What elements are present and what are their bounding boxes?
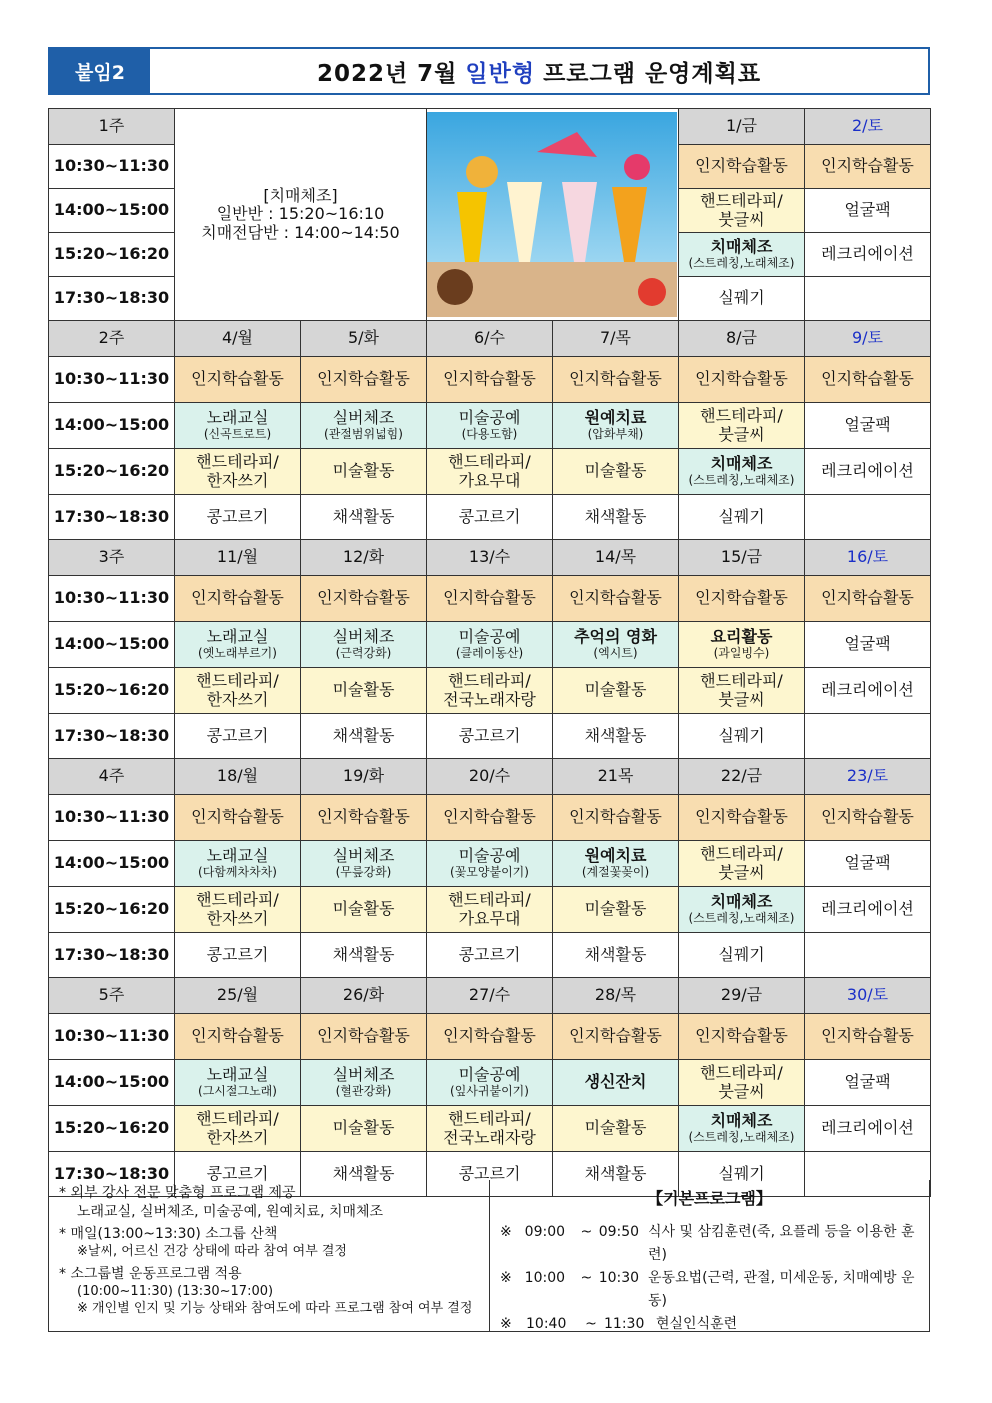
cell-subtext: (계절꽃꽂이) [581,864,650,879]
cell-text: 핸드테라피/ [196,890,279,910]
cell-text: 핸드테라피/ [196,452,279,472]
schedule-cell [175,841,301,887]
schedule-cell [805,495,931,540]
attachment-tag: 붙임2 [50,49,150,93]
cell-subtext: (다용도함) [461,426,518,441]
week-label: 2주 [49,321,175,357]
day-header: 25/월 [175,978,301,1014]
cell-subtext: 붓글씨 [718,1081,765,1101]
cell-text: 노래교실 [206,1065,269,1085]
cell-subtext: (스트레칭,노래체조) [688,472,795,487]
schedule-cell [679,622,805,668]
basic-program-mark: ※ [500,1316,512,1333]
basic-program-sep: ~ [580,1224,593,1240]
time-slot: 10:30~11:30 [49,1014,175,1060]
time-slot: 17:30~18:30 [49,277,175,321]
basic-program-row [500,1313,919,1336]
cell-text: 실버체조 [332,846,395,866]
time-slot: 10:30~11:30 [49,576,175,622]
note-walk-detail: ※날씨, 어르신 건강 상태에 따라 참여 여부 결정 [77,1243,347,1259]
week-label: 3주 [49,540,175,576]
cell-subtext: 가요무대 [458,908,521,928]
schedule-cell [805,668,931,714]
day-header: 22/금 [679,759,805,795]
day-header: 26/화 [301,978,427,1014]
schedule-cell: 인지학습활동 [553,1014,679,1060]
basic-program-mark: ※ [500,1270,512,1287]
schedule-cell [175,668,301,714]
schedule-cell [805,277,931,321]
cell-text: 핸드테라피/ [448,671,531,691]
time-slot: 15:20~16:20 [49,668,175,714]
cell-text: 생신잔치 [584,1072,647,1092]
schedule-cell: 얼굴팩 [805,189,931,233]
cell-subtext: (관절범위넓힘) [324,426,403,441]
time-slot: 14:00~15:00 [49,403,175,449]
cell-subtext: (잎사귀붙이기) [450,1083,529,1098]
notes-left [49,1180,490,1331]
cell-text: 실버체조 [332,627,395,647]
basic-program-sep: ~ [585,1316,597,1333]
cell-text: 레크리에이션 [821,680,914,700]
day-header: 9/토 [805,321,931,357]
schedule-cell: 인지학습활동 [301,576,427,622]
schedule-cell [553,1060,679,1106]
schedule-cell [553,668,679,714]
basic-program-title: 【기본프로그램】 [647,1189,772,1208]
schedule-table [48,108,931,1197]
time-slot: 15:20~16:20 [49,233,175,277]
schedule-cell [175,449,301,495]
schedule-cell: 인지학습활동 [175,1014,301,1060]
schedule-cell [175,1060,301,1106]
time-slot: 17:30~18:30 [49,1152,175,1197]
schedule-cell [679,145,805,189]
info-line: [치매체조] [263,185,338,205]
cell-text: 핸드테라피/ [196,1109,279,1129]
schedule-cell: 콩고르기 [427,1152,553,1197]
info-line: 치매전담반 : 14:00~14:50 [201,222,400,242]
cell-subtext: (그시절그노래) [198,1083,277,1098]
schedule-cell: 인지학습활동 [805,357,931,403]
schedule-cell [679,277,805,321]
schedule-cell [427,887,553,933]
cell-subtext: (엑시트) [593,645,638,660]
basic-program-desc: 현실인식훈련 [656,1316,738,1333]
basic-program-row [500,1267,919,1313]
basic-program-desc: 운동요법(근력, 관절, 미세운동, 치매예방 운동) [648,1270,915,1310]
day-header: 6/수 [427,321,553,357]
cell-subtext: (스트레칭,노래체조) [688,255,795,270]
day-header: 29/금 [679,978,805,1014]
schedule-cell [805,1106,931,1152]
basic-program-end: 11:30 [604,1316,645,1333]
cell-text: 치매체조 [710,237,773,257]
cell-text: 미술활동 [584,899,647,919]
day-header: 5/화 [301,321,427,357]
schedule-cell: 실꿰기 [679,933,805,978]
cell-subtext: (과일빙수) [713,645,770,660]
note-external-list: 노래교실, 실버체조, 미술공예, 원예치료, 치매체조 [77,1203,384,1220]
cell-text: 핸드테라피/ [700,671,783,691]
day-header: 2/토 [805,109,931,145]
title-suffix: 프로그램 운영계획표 [543,60,762,87]
cell-text: 미술활동 [332,680,395,700]
cell-subtext: 붓글씨 [718,424,765,444]
schedule-cell: 인지학습활동 [805,1014,931,1060]
tropical-drinks-illustration [427,112,677,317]
cell-text: 얼굴팩 [844,853,891,873]
cell-text: 핸드테라피/ [700,1063,783,1083]
day-header: 30/토 [805,978,931,1014]
cell-text: 얼굴팩 [844,634,891,654]
cell-text: 실꿰기 [718,288,765,308]
schedule-cell: 인지학습활동 [805,576,931,622]
time-slot: 15:20~16:20 [49,449,175,495]
schedule-cell [301,668,427,714]
schedule-cell: 콩고르기 [175,933,301,978]
schedule-cell: 실꿰기 [679,495,805,540]
schedule-cell [175,403,301,449]
cell-subtext: 붓글씨 [718,862,765,882]
schedule-cell: 채색활동 [301,1152,427,1197]
day-header: 11/월 [175,540,301,576]
cell-text: 노래교실 [206,846,269,866]
schedule-cell [553,403,679,449]
basic-program-mark: ※ [500,1224,512,1240]
schedule-cell: 인지학습활동 [175,795,301,841]
schedule-cell: 콩고르기 [427,933,553,978]
time-slot: 14:00~15:00 [49,841,175,887]
schedule-cell: 채색활동 [553,714,679,759]
cell-text: 미술활동 [332,899,395,919]
cell-subtext: 가요무대 [458,470,521,490]
schedule-cell [553,887,679,933]
cell-text: 핸드테라피/ [448,1109,531,1129]
cell-subtext: (압화부채) [587,426,644,441]
cell-text: 치매체조 [710,892,773,912]
schedule-cell [805,1060,931,1106]
week-label: 5주 [49,978,175,1014]
day-header: 15/금 [679,540,805,576]
time-slot: 17:30~18:30 [49,933,175,978]
schedule-cell [427,1106,553,1152]
title-highlight: 일반형 [465,60,536,87]
schedule-cell [553,622,679,668]
day-header: 13/수 [427,540,553,576]
time-slot: 15:20~16:20 [49,1106,175,1152]
time-slot: 14:00~15:00 [49,622,175,668]
schedule-cell [805,714,931,759]
schedule-cell [427,622,553,668]
cell-subtext: 한자쓰기 [206,470,269,490]
title-bar [48,47,930,95]
schedule-cell: 인지학습활동 [427,795,553,841]
cell-subtext: (혈관강화) [335,1083,392,1098]
day-header: 18/월 [175,759,301,795]
cell-subtext: (스트레칭,노래체조) [688,1129,795,1144]
basic-program-row [500,1221,919,1267]
schedule-cell [679,668,805,714]
cell-subtext: (클레이동산) [455,645,524,660]
day-header: 23/토 [805,759,931,795]
schedule-cell [301,403,427,449]
schedule-cell: 인지학습활동 [805,795,931,841]
time-slot: 17:30~18:30 [49,714,175,759]
cell-subtext: 한자쓰기 [206,908,269,928]
cell-text: 미술활동 [332,461,395,481]
cell-text: 노래교실 [206,627,269,647]
note-exercise-detail: ※ 개인별 인지 및 기능 상태와 참여도에 따라 프로그램 참여 여부 결정 [77,1300,473,1316]
notes-section [48,1180,930,1332]
schedule-cell [805,403,931,449]
schedule-cell: 콩고르기 [175,1152,301,1197]
schedule-cell [301,1106,427,1152]
cell-text: 실버체조 [332,408,395,428]
schedule-cell [427,668,553,714]
cell-text: 미술공예 [458,627,521,647]
schedule-cell [301,622,427,668]
day-header: 14/목 [553,540,679,576]
day-header: 27/수 [427,978,553,1014]
schedule-cell [301,1060,427,1106]
cell-text: 치매체조 [710,1111,773,1131]
schedule-cell: 채색활동 [301,495,427,540]
schedule-cell [301,841,427,887]
day-header: 7/목 [553,321,679,357]
cell-text: 핸드테라피/ [448,890,531,910]
schedule-cell: 인지학습활동 [427,576,553,622]
schedule-cell: 인지학습활동 [175,576,301,622]
schedule-cell [679,449,805,495]
schedule-cell: 인지학습활동 [427,1014,553,1060]
cell-subtext: 붓글씨 [718,689,765,709]
cell-text: 원예치료 [584,408,647,428]
title-prefix: 2022년 7월 [316,60,458,87]
schedule-cell [301,887,427,933]
cell-text: 치매체조 [710,454,773,474]
info-line: 일반반 : 15:20~16:10 [216,204,385,224]
cell-text: 레크리에이션 [821,899,914,919]
schedule-cell [427,1060,553,1106]
note-walk: * 매일(13:00~13:30) 소그룹 산책 [59,1226,278,1243]
schedule-cell: 인지학습활동 [301,795,427,841]
note-external: * 외부 강사 전문 맞춤형 프로그램 제공 [59,1185,296,1201]
basic-program-start: 10:00 [524,1270,566,1287]
schedule-cell: 채색활동 [553,933,679,978]
schedule-cell: 인지학습활동 [679,576,805,622]
schedule-cell [805,449,931,495]
schedule-cell: 인지학습활동 [553,795,679,841]
schedule-cell: 콩고르기 [427,714,553,759]
time-slot: 10:30~11:30 [49,795,175,841]
basic-program-sep: ~ [580,1270,593,1287]
schedule-cell: 인지학습활동 [679,357,805,403]
time-slot: 10:30~11:30 [49,145,175,189]
day-header: 20/수 [427,759,553,795]
week-label: 4주 [49,759,175,795]
schedule-cell: 실꿰기 [679,714,805,759]
schedule-cell [175,887,301,933]
time-slot: 10:30~11:30 [49,357,175,403]
schedule-cell [553,841,679,887]
cell-text: 미술활동 [584,461,647,481]
schedule-cell: 인지학습활동 [679,1014,805,1060]
schedule-cell [679,841,805,887]
cell-text: 핸드테라피/ [700,406,783,426]
cell-text: 레크리에이션 [821,461,914,481]
schedule-cell [553,1106,679,1152]
cell-text: 핸드테라피/ [448,452,531,472]
cell-subtext: (스트레칭,노래체조) [688,910,795,925]
cell-text: 핸드테라피/ 붓글씨 [700,191,783,229]
schedule-cell [805,841,931,887]
day-header: 28/목 [553,978,679,1014]
schedule-cell [427,449,553,495]
schedule-cell [805,933,931,978]
schedule-cell: 채색활동 [301,714,427,759]
schedule-cell: 채색활동 [553,1152,679,1197]
schedule-cell: 인지학습활동 [301,357,427,403]
schedule-cell: 콩고르기 [175,714,301,759]
schedule-cell [805,622,931,668]
time-slot: 14:00~15:00 [49,1060,175,1106]
cell-text: 인지학습활동 [695,156,788,176]
schedule-cell: 인지학습활동 [553,357,679,403]
week1-image [427,109,679,321]
schedule-cell [175,1106,301,1152]
cell-subtext: 한자쓰기 [206,689,269,709]
cell-subtext: 전국노래자랑 [443,689,536,709]
schedule-cell: 인지학습활동 [175,357,301,403]
schedule-cell: 인지학습활동 [553,576,679,622]
schedule-cell [175,622,301,668]
cell-text: 실버체조 [332,1065,395,1085]
schedule-cell: 콩고르기 [175,495,301,540]
schedule-cell [301,449,427,495]
schedule-cell: 실꿰기 [679,1152,805,1197]
cell-text: 미술활동 [584,680,647,700]
time-slot: 17:30~18:30 [49,495,175,540]
basic-program-end: 09:50 [598,1224,640,1240]
cell-text: 추억의 영화 [574,627,657,647]
cell-subtext: 전국노래자랑 [443,1127,536,1147]
cell-subtext: 한자쓰기 [206,1127,269,1147]
schedule-cell [427,403,553,449]
cell-text: 레크리에이션 [821,1118,914,1138]
time-slot: 15:20~16:20 [49,887,175,933]
schedule-cell: 채색활동 [553,495,679,540]
schedule-cell [679,1060,805,1106]
cell-text: 노래교실 [206,408,269,428]
day-header: 1/금 [679,109,805,145]
note-exercise: * 소그룹별 운동프로그램 적용 [59,1265,242,1282]
schedule-cell [679,887,805,933]
cell-text: 얼굴팩 [844,415,891,435]
week-label: 1주 [49,109,175,145]
cell-text: 핸드테라피/ [700,844,783,864]
day-header: 19/화 [301,759,427,795]
cell-text: 핸드테라피/ [196,671,279,691]
cell-subtext: (꽃모양붙이기) [450,864,529,879]
day-header: 16/토 [805,540,931,576]
day-header: 21목 [553,759,679,795]
cell-subtext: (옛노래부르기) [198,645,277,660]
schedule-cell: 인지학습활동 [301,1014,427,1060]
schedule-cell [553,449,679,495]
basic-program-start: 09:00 [524,1224,566,1240]
schedule-cell: 채색활동 [301,933,427,978]
day-header: 12/화 [301,540,427,576]
cell-subtext: (무릎강화) [335,864,392,879]
schedule-cell [679,189,805,233]
cell-text: 원예치료 [584,846,647,866]
note-exercise-times: (10:00~11:30) (13:30~17:00) [77,1283,274,1299]
schedule-cell: 인지학습활동 [679,795,805,841]
cell-text: 요리활동 [710,627,773,647]
cell-text: 얼굴팩 [844,1072,891,1092]
day-header: 8/금 [679,321,805,357]
schedule-cell [805,887,931,933]
cell-subtext: (신곡트로트) [203,426,272,441]
schedule-cell: 콩고르기 [427,495,553,540]
schedule-cell [679,403,805,449]
cell-text: 미술공예 [458,846,521,866]
page-title [150,49,928,93]
schedule-cell [427,841,553,887]
cell-subtext: (다함께차차차) [198,864,277,879]
schedule-cell [679,1106,805,1152]
basic-program-start: 10:40 [526,1316,567,1333]
basic-program [490,1180,929,1331]
basic-program-end: 10:30 [598,1270,640,1287]
schedule-cell [679,233,805,277]
week1-info-box [175,109,427,321]
cell-text: 미술공예 [458,408,521,428]
cell-text: 미술활동 [332,1118,395,1138]
basic-program-desc: 식사 및 삼킴훈련(죽, 요플레 등을 이용한 훈련) [648,1224,915,1264]
day-header: 4/월 [175,321,301,357]
schedule-cell: 인지학습활동 [427,357,553,403]
schedule-cell: 레크리에이션 [805,233,931,277]
cell-text: 미술공예 [458,1065,521,1085]
cell-subtext: (근력강화) [335,645,392,660]
cell-text: 미술활동 [584,1118,647,1138]
schedule-cell: 인지학습활동 [805,145,931,189]
time-slot: 14:00~15:00 [49,189,175,233]
